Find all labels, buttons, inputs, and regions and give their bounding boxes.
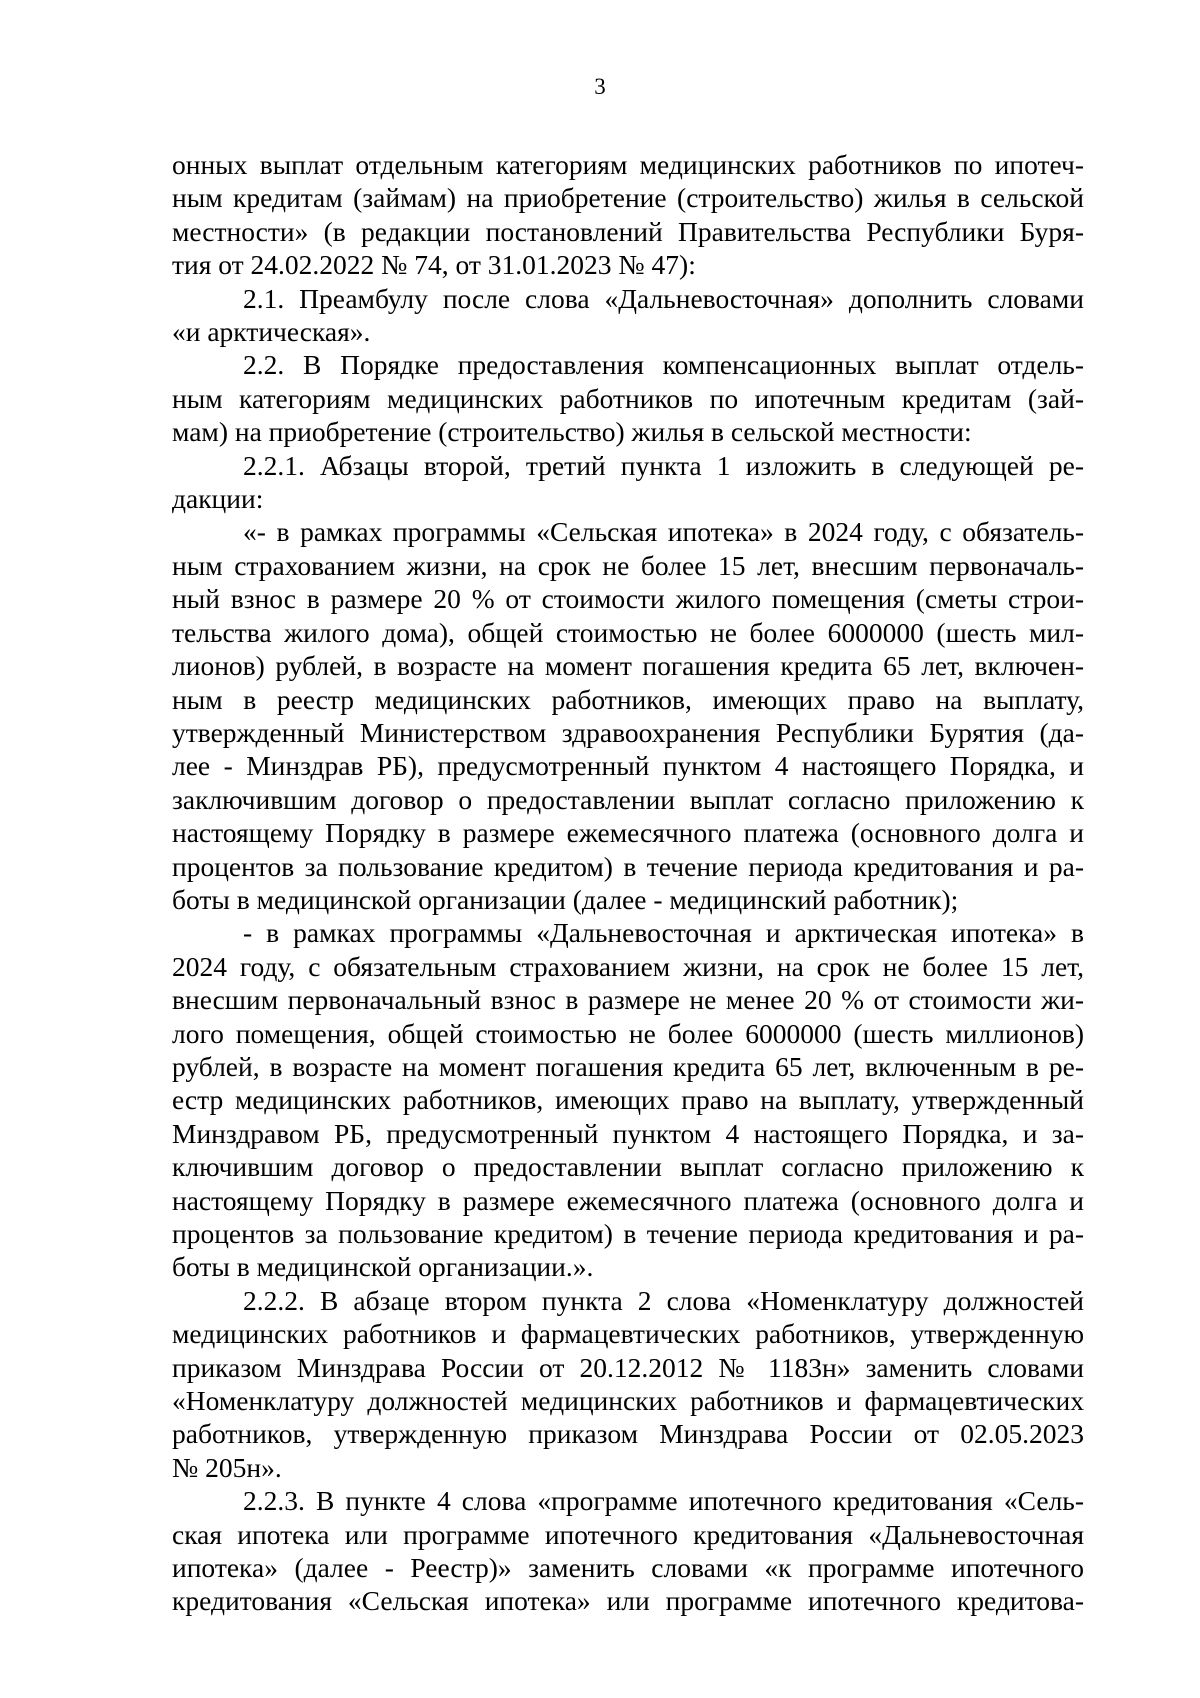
text-line: лого помещения, общей стоимостью не более 6000000 (шесть миллионов) — [172, 1017, 1084, 1049]
text-line: ный взнос в размере 20 % от стоимости жилого помещения (сметы строи- — [172, 583, 1084, 615]
text-line: «- в рамках программы «Сельская ипотека» в 2024 году, с обязатель- — [243, 516, 1084, 548]
text-line: лионов) рублей, в возрасте на момент погашения кредита 65 лет, включен- — [172, 650, 1084, 682]
text-line: процентов за пользование кредитом) в течение периода кредитования и ра- — [172, 850, 1084, 882]
text-line: естр медицинских работников, имеющих право на выплату, утвержденный — [172, 1084, 1084, 1116]
text-line: «Номенклатуру должностей медицинских работников и фармацевтических — [172, 1385, 1084, 1417]
text-line: онных выплат отдельным категориям медицинских работников по ипотеч- — [172, 149, 1084, 180]
text-line: тия от 24.02.2022 № 74, от 31.01.2023 № 47): — [172, 249, 696, 281]
text-line: ипотека» (далее - Реестр)» заменить словами «к программе ипотечного — [172, 1552, 1084, 1584]
text-line: лее - Минздрав РБ), предусмотренный пунктом 4 настоящего Порядка, и — [172, 750, 1084, 782]
text-line: внесшим первоначальный взнос в размере не менее 20 % от стоимости жи- — [172, 984, 1084, 1016]
text-line: ным категориям медицинских работников по ипотечным кредитам (зай- — [172, 382, 1084, 414]
text-line: кредитования «Сельская ипотека» или программе ипотечного кредитова- — [172, 1585, 1084, 1617]
text-line: № 205н». — [172, 1451, 282, 1483]
text-line: 2024 году, с обязательным страхованием жизни, на срок не более 15 лет, — [172, 950, 1084, 982]
text-line: 2.1. Преамбулу после слова «Дальневосточная» дополнить словами — [243, 282, 1084, 314]
text-line: утвержденный Министерством здравоохранения Республики Бурятия (да- — [172, 716, 1084, 748]
text-line: заключившим договор о предоставлении выплат согласно приложению к — [172, 783, 1084, 815]
text-line: местности» (в редакции постановлений Правительства Республики Буря- — [172, 215, 1084, 247]
text-line: ным в реестр медицинских работников, имеющих право на выплату, — [172, 683, 1084, 715]
text-line: 2.2.1. Абзацы второй, третий пункта 1 изложить в следующей ре- — [243, 449, 1084, 481]
text-line: боты в медицинской организации (далее - медицинский работник); — [172, 883, 959, 915]
document-text — [172, 148, 1084, 1618]
text-line: процентов за пользование кредитом) в течение периода кредитования и ра- — [172, 1218, 1084, 1249]
text-line: ская ипотека или программе ипотечного кредитования «Дальневосточная — [172, 1518, 1084, 1550]
text-line: ным кредитам (займам) на приобретение (строительство) жилья в сельской — [172, 182, 1084, 214]
page-number: 3 — [594, 74, 606, 99]
text-line: настоящему Порядку в размере ежемесячного платежа (основного долга и — [172, 817, 1084, 849]
text-line: 2.2.3. В пункте 4 слова «программе ипотечного кредитования «Сель- — [243, 1485, 1084, 1517]
text-line: мам) на приобретение (строительство) жилья в сельской местности: — [172, 416, 972, 448]
text-line: приказом Минздрава России от 20.12.2012 № 1183н» заменить словами — [172, 1351, 1084, 1383]
text-line: медицинских работников и фармацевтических работников, утвержденную — [172, 1318, 1084, 1350]
text-line: Минздравом РБ, предусмотренный пунктом 4 настоящего Порядка, и за- — [172, 1117, 1084, 1149]
text-line: 2.2. В Порядке предоставления компенсационных выплат отдель- — [243, 349, 1084, 381]
text-line: тельства жилого дома), общей стоимостью не более 6000000 (шесть мил- — [172, 616, 1084, 648]
text-line: 2.2.2. В абзаце втором пункта 2 слова «Номенклатуру должностей — [243, 1284, 1084, 1316]
text-line: дакции: — [172, 483, 264, 515]
text-line: - в рамках программы «Дальневосточная и арктическая ипотека» в — [243, 917, 1084, 949]
text-line: боты в медицинской организации.». — [172, 1251, 594, 1283]
text-line: настоящему Порядку в размере ежемесячного платежа (основного долга и — [172, 1184, 1084, 1216]
text-line: работников, утвержденную приказом Минздрава России от 02.05.2023 — [172, 1418, 1084, 1450]
text-line: ным страхованием жизни, на срок не более 15 лет, внесшим первоначаль- — [172, 549, 1084, 581]
text-line: рублей, в возрасте на момент погашения кредита 65 лет, включенным в ре- — [172, 1050, 1084, 1082]
text-line: «и арктическая». — [172, 316, 371, 348]
text-line: ключившим договор о предоставлении выплат согласно приложению к — [172, 1151, 1084, 1183]
